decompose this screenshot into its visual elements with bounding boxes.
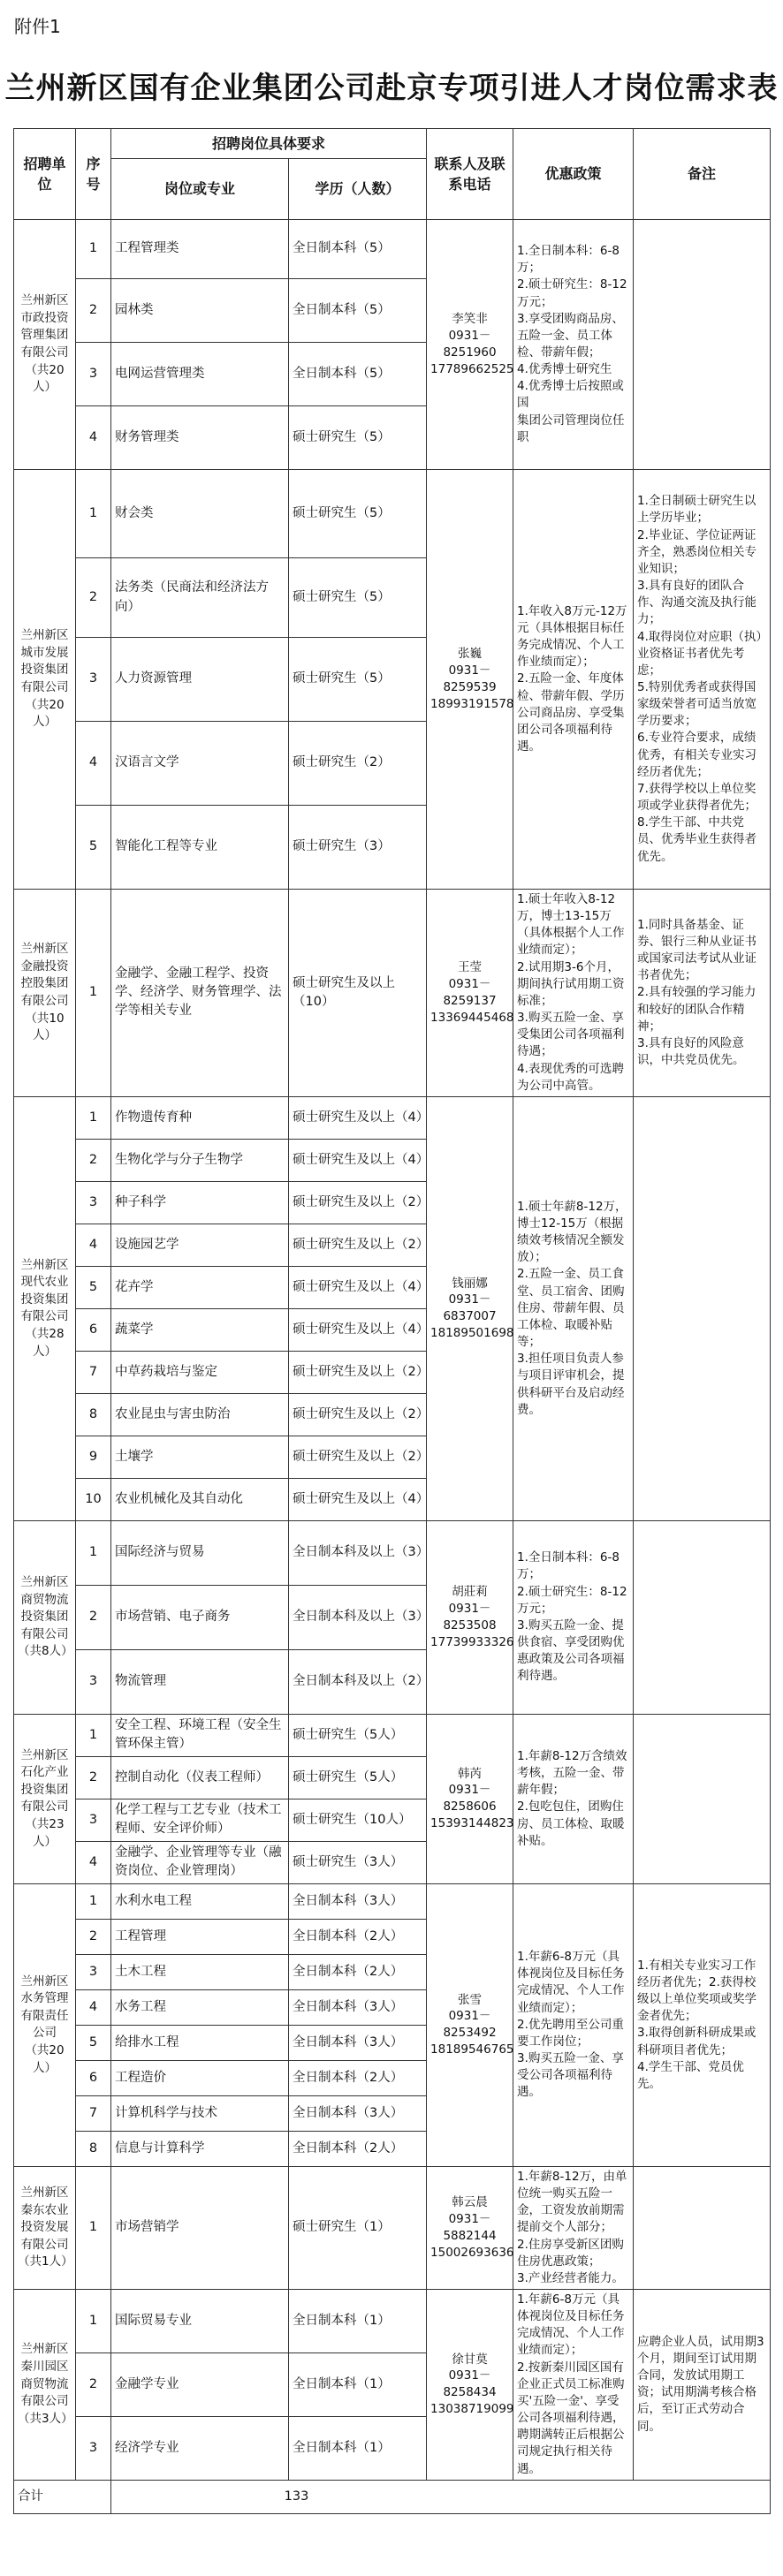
policy-line: 1.年收入8万元-12万元（具体根据目标任务完成情况、个人工作业绩而定）； [517, 603, 627, 670]
table-row [14, 2166, 771, 2289]
unit-cell [14, 1714, 76, 1883]
education-cell: 全日制本科（2人） [289, 2131, 427, 2166]
total-value: 133 [111, 2480, 771, 2513]
total-row [14, 2480, 771, 2513]
policy-line: 4.优秀博士研究生 [517, 362, 612, 377]
unit-line: 投资集团 [20, 663, 69, 678]
page-title: 兰州新区国有企业集团公司赴京专项引进人才岗位需求表 [4, 71, 779, 106]
position-cell: 生物化学与分子生物学 [111, 1139, 289, 1181]
header-position: 岗位或专业 [111, 159, 289, 220]
contact-line: 张巍 [458, 647, 483, 662]
remarks-line: 2.具有较强的学习能力和较好的团队合作精神； [637, 985, 756, 1034]
unit-line: 兰州新区 [20, 2186, 69, 2201]
table-row [14, 2289, 771, 2352]
contact-cell [427, 2289, 513, 2480]
position-cell: 花卉学 [111, 1266, 289, 1308]
unit-line: 投资发展 [20, 2220, 69, 2235]
contact-cell [427, 220, 513, 470]
seq-cell: 3 [76, 1649, 111, 1714]
remarks-cell [634, 2289, 771, 2480]
contact-cell [427, 1883, 513, 2166]
seq-cell: 1 [76, 1096, 111, 1139]
policy-line: 2.包吃包住，团购住房、员工体检、取暖补贴。 [517, 1799, 625, 1848]
contact-line: 张雪 [458, 1992, 483, 2007]
unit-cell [14, 890, 76, 1097]
position-cell: 经济学专业 [111, 2416, 289, 2480]
position-cell: 工程造价 [111, 2060, 289, 2095]
education-cell: 硕士研究生（5） [289, 470, 427, 558]
education-cell: 全日制本科（2人） [289, 1919, 427, 1954]
remarks-line: 1.同时具备基金、证券、银行三种从业证书或国家司法考试从业证书者优先； [637, 917, 757, 983]
education-cell: 硕士研究生（5） [289, 558, 427, 638]
education-cell: 硕士研究生及以上（4） [289, 1478, 427, 1520]
education-cell: 硕士研究生及以上（4） [289, 1096, 427, 1139]
contact-line: 0931－8253508 [443, 1601, 497, 1633]
seq-cell: 2 [76, 279, 111, 343]
unit-line: （共8人） [18, 1644, 73, 1659]
contact-cell [427, 1520, 513, 1714]
policy-cell [513, 2289, 634, 2480]
table-row [14, 1714, 771, 1756]
unit-line: 市政投资 [20, 310, 69, 325]
education-cell: 全日制本科（1） [289, 2352, 427, 2416]
unit-cell [14, 1520, 76, 1714]
unit-line: （共23人） [25, 1816, 65, 1849]
contact-line: 0931－8251960 [443, 329, 497, 360]
unit-line: 秦川园区 [20, 2359, 69, 2374]
remarks-cell [634, 2166, 771, 2289]
policy-line: 1.全日制本科：6-8万； [517, 1550, 620, 1582]
contact-line: 0931－8259539 [443, 663, 497, 694]
unit-line: 投资集团 [20, 1782, 69, 1797]
position-cell: 物流管理 [111, 1649, 289, 1714]
education-cell: 硕士研究生（5） [289, 406, 427, 470]
unit-line: 兰州新区 [20, 942, 69, 957]
policy-cell [513, 1096, 634, 1520]
position-cell: 计算机科学与技术 [111, 2095, 289, 2131]
seq-cell: 2 [76, 2352, 111, 2416]
unit-line: 兰州新区 [20, 1974, 69, 1989]
policy-cell [513, 890, 634, 1097]
seq-cell: 1 [76, 2289, 111, 2352]
education-cell: 全日制本科及以上（2） [289, 1649, 427, 1714]
position-cell: 国际贸易专业 [111, 2289, 289, 2352]
unit-line: 金融投资 [20, 958, 69, 974]
education-cell: 全日制本科及以上（3） [289, 1585, 427, 1649]
remarks-line: 3.具有良好的风险意识，中共党员优先。 [637, 1035, 745, 1067]
unit-line: 控股集团 [20, 976, 69, 991]
position-cell: 人力资源管理 [111, 638, 289, 722]
header-education: 学历（人数） [289, 159, 427, 220]
education-cell: 硕士研究生及以上（2） [289, 1181, 427, 1224]
education-cell: 全日制本科（1） [289, 2416, 427, 2480]
unit-line: （共20人） [25, 362, 65, 395]
remarks-line: 3.取得创新科研成果或科研项目者优先； [637, 2026, 756, 2057]
seq-cell: 2 [76, 1919, 111, 1954]
education-cell: 全日制本科（3人） [289, 2095, 427, 2131]
table-row [14, 1096, 771, 1139]
unit-line: 兰州新区 [20, 293, 69, 308]
remarks-line: 3.具有良好的团队合作、沟通交流及执行能力； [637, 579, 757, 627]
position-cell: 种子科学 [111, 1181, 289, 1224]
education-cell: 硕士研究生及以上（4） [289, 1308, 427, 1351]
header-requirements: 招聘岗位具体要求 [111, 129, 427, 159]
table-row [14, 220, 771, 279]
position-cell: 化学工程与工艺专业（技术工程师、安全评价师） [111, 1799, 289, 1841]
remarks-line: 1.全日制硕士研究生以上学历毕业； [637, 494, 756, 526]
table-row [14, 470, 771, 558]
seq-cell: 2 [76, 1756, 111, 1799]
position-cell: 法务类（民商法和经济法方向） [111, 558, 289, 638]
policy-line: 2.五险一金、员工食堂、员工宿舍、团购住房、带薪年假、员工体检、取暖补贴等； [517, 1267, 625, 1350]
table-row [14, 1883, 771, 1919]
unit-cell [14, 2289, 76, 2480]
education-cell: 硕士研究生及以上（4） [289, 1139, 427, 1181]
unit-line: 兰州新区 [20, 628, 69, 643]
remarks-cell [634, 1883, 771, 2166]
contact-line: 17739933326 [430, 1634, 514, 1649]
position-cell: 工程管理 [111, 1919, 289, 1954]
education-cell: 全日制本科（3人） [289, 1989, 427, 2025]
remarks-cell [634, 220, 771, 470]
remarks-line: 6.专业符合要求，成绩优秀，有相关专业实习经历者优先； [637, 731, 757, 779]
policy-line: 2.试用期3-6个月，期间执行试用期工资标准； [517, 959, 625, 1008]
seq-cell: 1 [76, 220, 111, 279]
policy-cell [513, 2166, 634, 2289]
policy-line: 2.硕士研究生：8-12万元； [517, 277, 627, 309]
seq-cell: 4 [76, 1989, 111, 2025]
header-seq: 序号 [76, 129, 111, 220]
seq-cell: 3 [76, 2416, 111, 2480]
seq-cell: 5 [76, 1266, 111, 1308]
remarks-cell [634, 1714, 771, 1883]
seq-cell: 1 [76, 1714, 111, 1756]
position-cell: 财务管理类 [111, 406, 289, 470]
contact-line: 钱丽娜 [452, 1276, 488, 1291]
position-cell: 市场营销、电子商务 [111, 1585, 289, 1649]
remarks-line: 4.学生干部、党员优先。 [637, 2059, 744, 2091]
seq-cell: 7 [76, 2095, 111, 2131]
seq-cell: 6 [76, 2060, 111, 2095]
position-cell: 金融学、金融工程学、投资学、经济学、财务管理学、法学等相关专业 [111, 890, 289, 1097]
contact-line: 徐甘莫 [452, 2352, 488, 2367]
unit-line: （共20人） [25, 697, 65, 730]
seq-cell: 4 [76, 722, 111, 806]
seq-cell: 4 [76, 1841, 111, 1883]
remarks-cell [634, 1096, 771, 1520]
education-cell: 全日制本科（5） [289, 220, 427, 279]
contact-line: 18189501698 [430, 1326, 514, 1341]
recruitment-table [13, 128, 771, 2514]
education-cell: 全日制本科（1） [289, 2289, 427, 2352]
position-cell: 中草药栽培与鉴定 [111, 1351, 289, 1393]
contact-cell [427, 2166, 513, 2289]
seq-cell: 3 [76, 1799, 111, 1841]
education-cell: 全日制本科（3人） [289, 2025, 427, 2060]
policy-line: 1.全日制本科：6-8万； [517, 244, 620, 276]
contact-line: 13369445468 [430, 1010, 514, 1025]
contact-line: 0931－8258434 [443, 2368, 497, 2400]
position-cell: 土壤学 [111, 1436, 289, 1478]
table-row [14, 1520, 771, 1585]
position-cell: 蔬菜学 [111, 1308, 289, 1351]
unit-line: 投资集团 [20, 1610, 69, 1625]
contact-line: 胡莊莉 [452, 1585, 488, 1600]
education-cell: 硕士研究生（10人） [289, 1799, 427, 1841]
policy-line: 1.年薪8-12万，由单位统一购买五险一金，工资发放前期需提前交个人部分； [517, 2169, 627, 2235]
position-cell: 财会类 [111, 470, 289, 558]
contact-line: 韩云晨 [452, 2195, 488, 2210]
unit-line: （共1人） [18, 2254, 73, 2269]
education-cell: 全日制本科（5） [289, 343, 427, 406]
unit-cell [14, 220, 76, 470]
position-cell: 电网运营管理类 [111, 343, 289, 406]
contact-cell [427, 1096, 513, 1520]
unit-line: 兰州新区 [20, 2342, 69, 2357]
policy-line: 3.购买五险一金、享受集团公司各项福利待遇； [517, 1011, 625, 1059]
unit-line: 兰州新区 [20, 1574, 69, 1589]
policy-line: 4.表现优秀的可选聘为公司中高管。 [517, 1061, 624, 1093]
position-cell: 设施园艺学 [111, 1224, 289, 1266]
contact-line: 王莹 [458, 960, 483, 975]
unit-line: 有限公司 [20, 1799, 69, 1815]
policy-line: 1.年薪8-12万含绩效考核，五险一金、带薪年假； [517, 1748, 627, 1798]
unit-line: （共10人） [25, 1011, 65, 1043]
unit-line: （共20人） [25, 2042, 65, 2075]
education-cell: 全日制本科及以上（3） [289, 1520, 427, 1585]
header-unit: 招聘单位 [14, 129, 76, 220]
position-cell: 作物遗传育种 [111, 1096, 289, 1139]
education-cell: 硕士研究生及以上（10） [289, 890, 427, 1097]
remarks-line: 7.获得学校以上单位奖项或学业获得者优先； [637, 781, 757, 814]
remarks-line: 应聘企业人员，试用期3个月，期间至订试用期合同，发放试用期工资；试用期满考核合格后，至订正式劳动合同。 [637, 2334, 764, 2434]
seq-cell: 2 [76, 558, 111, 638]
position-cell: 水利水电工程 [111, 1883, 289, 1919]
contact-cell [427, 470, 513, 890]
position-cell: 智能化工程等专业 [111, 806, 289, 890]
seq-cell: 1 [76, 1883, 111, 1919]
contact-line: 15002693636 [430, 2245, 514, 2260]
education-cell: 硕士研究生（3） [289, 806, 427, 890]
unit-line: 兰州新区 [20, 1747, 69, 1762]
policy-cell [513, 1714, 634, 1883]
policy-line: 1.年薪6-8万元（具体视岗位及目标任务完成情况、个人工作业绩而定）； [517, 1950, 625, 2015]
unit-line: 有限公司 [20, 2237, 69, 2252]
contact-line: 0931－5882144 [443, 2212, 497, 2243]
contact-line: 0931－8259137 [443, 977, 497, 1008]
seq-cell: 1 [76, 470, 111, 558]
unit-line: 兰州新区 [20, 1257, 69, 1272]
unit-line: 有限公司 [20, 993, 69, 1008]
policy-cell [513, 220, 634, 470]
policy-cell [513, 1883, 634, 2166]
seq-cell: 4 [76, 406, 111, 470]
education-cell: 全日制本科（2人） [289, 1954, 427, 1989]
unit-line: 公司 [33, 2026, 57, 2041]
policy-line: 2.住房享受新区团购住房优惠政策； [517, 2237, 624, 2269]
unit-cell [14, 1096, 76, 1520]
remarks-cell [634, 1520, 771, 1714]
education-cell: 硕士研究生及以上（2） [289, 1224, 427, 1266]
seq-cell: 1 [76, 2166, 111, 2289]
unit-cell [14, 2166, 76, 2289]
contact-line: 13038719099 [430, 2402, 514, 2417]
position-cell: 市场营销学 [111, 2166, 289, 2289]
contact-line: 17789662525 [430, 361, 514, 376]
unit-line: 管理集团 [20, 328, 69, 343]
contact-line: 0931－8253492 [443, 2009, 497, 2041]
education-cell: 硕士研究生（5人） [289, 1714, 427, 1756]
position-cell: 水务工程 [111, 1989, 289, 2025]
remarks-line: 4.取得岗位对应职（执）业资格证书者优先考虑； [637, 629, 763, 678]
remarks-cell [634, 470, 771, 890]
seq-cell: 3 [76, 638, 111, 722]
header-policy: 优惠政策 [513, 129, 634, 220]
position-cell: 控制自动化（仪表工程师） [111, 1756, 289, 1799]
seq-cell: 1 [76, 1520, 111, 1585]
policy-line: 3.购买五险一金、享受公司各项福利待遇。 [517, 2051, 624, 2100]
unit-line: 有限公司 [20, 1309, 69, 1324]
contact-line: 18993191578 [430, 696, 514, 711]
education-cell: 硕士研究生及以上（2） [289, 1393, 427, 1436]
seq-cell: 2 [76, 1585, 111, 1649]
education-cell: 硕士研究生及以上（4） [289, 1266, 427, 1308]
education-cell: 全日制本科（2人） [289, 2060, 427, 2095]
position-cell: 土木工程 [111, 1954, 289, 1989]
policy-line: 3.担任项目负责人参与项目评审机会，提供科研平台及启动经费。 [517, 1352, 625, 1417]
unit-line: 商贸物流 [20, 2376, 69, 2391]
annex-label: 附件1 [14, 16, 61, 37]
unit-line: 投资集团 [20, 1292, 69, 1307]
education-cell: 硕士研究生（2） [289, 722, 427, 806]
policy-line: 1.年薪6-8万元（具体视岗位及目标任务完成情况、个人工作业绩而定）； [517, 2292, 625, 2358]
policy-line: 2.五险一金、年度体检、带薪年假、学历公司商品房、享受集团公司各项福利待遇。 [517, 671, 625, 754]
policy-line: 2.按新秦川园区国有企业正式员工标准购买'五险一金'、享受公司各项福利待遇，聘期满转正后根据公司规定执行相关待遇。 [517, 2360, 625, 2476]
contact-line: 李笑非 [452, 312, 488, 327]
contact-line: 0931－6837007 [443, 1292, 497, 1324]
position-cell: 汉语言文学 [111, 722, 289, 806]
policy-line: 3.产业经营者能力。 [517, 2270, 624, 2285]
unit-line: 有限公司 [20, 1626, 69, 1641]
remarks-line: 1.有相关专业实习工作经历者优先；2.获得校级以上单位奖项或奖学金者优先； [637, 1958, 757, 2024]
seq-cell: 7 [76, 1351, 111, 1393]
policy-line: 1.硕士年收入8-12万，博士13-15万（具体根据个人工作业绩而定）； [517, 892, 625, 958]
unit-line: 有限公司 [20, 345, 69, 360]
policy-line: 3.享受团购商品房、五险一金、员工体检、带薪年假； [517, 311, 624, 360]
seq-cell: 3 [76, 1954, 111, 1989]
education-cell: 硕士研究生及以上（2） [289, 1436, 427, 1478]
seq-cell: 4 [76, 1224, 111, 1266]
education-cell: 硕士研究生（5） [289, 638, 427, 722]
policy-line: 1.硕士年薪8-12万，博士12-15万（根据绩效考核情况全额发放）； [517, 1199, 627, 1265]
unit-line: 城市发展 [20, 645, 69, 660]
unit-cell [14, 470, 76, 890]
unit-line: 水务管理 [20, 1991, 69, 2006]
education-cell: 硕士研究生（5人） [289, 1756, 427, 1799]
unit-line: 有限公司 [20, 2394, 69, 2409]
header-contact: 联系人及联系电话 [427, 129, 513, 220]
position-cell: 金融学专业 [111, 2352, 289, 2416]
header-remarks: 备注 [634, 129, 771, 220]
unit-line: （共3人） [18, 2411, 73, 2426]
contact-line: 0931－8258606 [443, 1783, 497, 1815]
total-label: 合计 [14, 2480, 111, 2513]
unit-line: 石化产业 [20, 1765, 69, 1780]
seq-cell: 9 [76, 1436, 111, 1478]
policy-line: 2.优先聘用至公司重要工作岗位； [517, 2017, 624, 2049]
contact-cell [427, 1714, 513, 1883]
position-cell: 给排水工程 [111, 2025, 289, 2060]
unit-line: 秦东农业 [20, 2202, 69, 2217]
seq-cell: 6 [76, 1308, 111, 1351]
seq-cell: 8 [76, 2131, 111, 2166]
unit-line: 商贸物流 [20, 1592, 69, 1607]
unit-line: 有限公司 [20, 680, 69, 694]
policy-line: 4.优秀博士后按照或国 [517, 379, 624, 411]
position-cell: 工程管理类 [111, 220, 289, 279]
education-cell: 硕士研究生（1） [289, 2166, 427, 2289]
policy-cell [513, 1520, 634, 1714]
seq-cell: 10 [76, 1478, 111, 1520]
unit-cell [14, 1883, 76, 2166]
seq-cell: 5 [76, 806, 111, 890]
remarks-cell [634, 890, 771, 1097]
policy-line: 3.购买五险一金、提供食宿、享受团购优惠政策及公司各项福利待遇。 [517, 1618, 625, 1684]
policy-line: 2.硕士研究生：8-12万元； [517, 1584, 627, 1616]
education-cell: 全日制本科（5） [289, 279, 427, 343]
remarks-line: 5.特别优秀者或获得国家级荣誉者可适当放宽学历要求； [637, 680, 757, 729]
position-cell: 金融学、企业管理等专业（融资岗位、企业管理岗） [111, 1841, 289, 1883]
table-row [14, 890, 771, 1097]
seq-cell: 3 [76, 1181, 111, 1224]
contact-line: 15393144823 [430, 1816, 514, 1831]
education-cell: 硕士研究生（3人） [289, 1841, 427, 1883]
seq-cell: 5 [76, 2025, 111, 2060]
position-cell: 安全工程、环境工程（安全生管环保主管） [111, 1714, 289, 1756]
policy-cell [513, 470, 634, 890]
seq-cell: 3 [76, 343, 111, 406]
contact-line: 韩芮 [458, 1766, 483, 1781]
position-cell: 农业机械化及其自动化 [111, 1478, 289, 1520]
position-cell: 农业昆虫与害虫防治 [111, 1393, 289, 1436]
unit-line: （共28人） [25, 1326, 65, 1359]
table-body [14, 220, 771, 2514]
contact-cell [427, 890, 513, 1097]
position-cell: 信息与计算科学 [111, 2131, 289, 2166]
education-cell: 硕士研究生及以上（2） [289, 1351, 427, 1393]
unit-line: 有限责任 [20, 2008, 69, 2023]
remarks-line: 8.学生干部、中共党员、优秀毕业生获得者优先。 [637, 815, 757, 864]
position-cell: 国际经济与贸易 [111, 1520, 289, 1585]
position-cell: 园林类 [111, 279, 289, 343]
seq-cell: 1 [76, 890, 111, 1097]
contact-line: 18189546765 [430, 2042, 514, 2057]
education-cell: 全日制本科（3人） [289, 1883, 427, 1919]
policy-line: 集团公司管理岗位任职 [517, 413, 625, 444]
seq-cell: 2 [76, 1139, 111, 1181]
unit-line: 现代农业 [20, 1275, 69, 1290]
seq-cell: 8 [76, 1393, 111, 1436]
remarks-line: 2.毕业证、学位证两证齐全，熟悉岗位相关专业知识； [637, 527, 757, 576]
